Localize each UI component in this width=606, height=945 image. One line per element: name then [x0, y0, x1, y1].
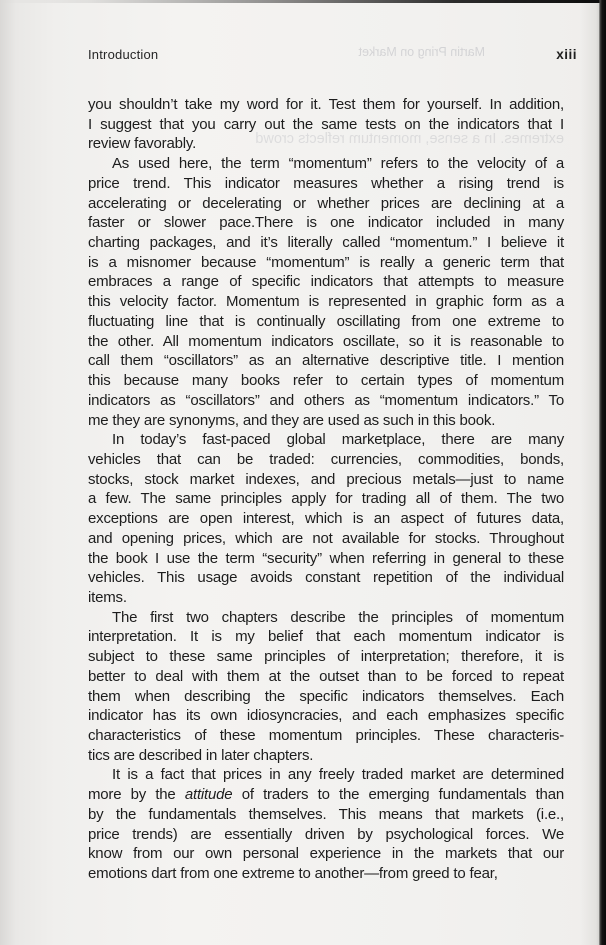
- text-line: It is a fact that prices in any freely traded market are determined: [112, 766, 564, 784]
- text-line: vehicles that can be traded: currencies, commodities, bonds,: [88, 450, 564, 468]
- text-line: items.: [88, 588, 127, 606]
- scan-edge-right: [599, 0, 606, 945]
- text-line: In today’s fast-paced global marketplace, there are many: [112, 431, 564, 449]
- italic-text-segment: attitude: [184, 786, 233, 804]
- text-line: indicator has its own idiosyncracies, and each emphasizes specific: [88, 707, 564, 725]
- text-line: indicators as “oscillators” and others as “momentum indicators.” To: [88, 391, 564, 409]
- text-segment: more by the: [88, 786, 185, 804]
- page-number: xiii: [556, 47, 577, 62]
- text-line: by the fundamentals themselves. This means that markets (i.e.,: [88, 805, 564, 823]
- text-line: this velocity factor. Momentum is represented in graphic form as a: [88, 293, 564, 311]
- text-line: stocks, stock market indexes, and precious metals—just to name: [88, 470, 564, 488]
- text-line: faster or slower pace.There is one indicator included in many: [88, 214, 564, 232]
- page-header: [88, 47, 577, 62]
- text-line: call them “oscillators” as an alternative descriptive title. I mention: [88, 352, 564, 370]
- text-line: emotions dart from one extreme to another—from greed to fear,: [88, 865, 498, 883]
- text-line: the other. All momentum indicators oscillate, so it is reasonable to: [88, 332, 564, 350]
- text-segment: of traders to the emerging fundamentals than: [232, 786, 564, 804]
- text-line: interpretation. It is my belief that each momentum indicator is: [88, 628, 564, 646]
- text-line: review favorably.: [88, 135, 197, 153]
- text-line: them when describing the specific indicators themselves. Each: [88, 687, 564, 705]
- text-line: charting packages, and it’s literally called “momentum.” I believe it: [88, 234, 564, 252]
- text-line: and opening prices, which are not available for stocks. Throughout: [88, 529, 564, 547]
- ghost-bleedthrough-line-text: extremes. In a sense, momentum reflects crowd: [255, 131, 564, 147]
- text-line: the book I use the term “security” when referring in general to these: [88, 549, 564, 567]
- text-line: price trends) are essentially driven by psychological forces. We: [88, 825, 564, 843]
- text-line: me they are synonyms, and they are used as such in this book.: [88, 411, 496, 429]
- text-line: exceptions are open interest, which is an aspect of futures data,: [88, 510, 564, 528]
- text-line: The first two chapters describe the principles of momentum: [112, 608, 564, 626]
- text-line: a few. The same principles apply for trading all of them. The two: [88, 490, 564, 508]
- text-line: As used here, the term “momentum” refers to the velocity of a: [112, 155, 564, 173]
- ghost-bleedthrough-header-text: Martin Pring on Market: [358, 45, 485, 59]
- text-line: is a misnomer because “momentum” is really a generic term that: [88, 253, 564, 271]
- text-line: vehicles. This usage avoids constant repetition of the individual: [88, 569, 564, 587]
- text-line: embraces a range of specific indicators that attempts to measure: [88, 273, 564, 291]
- running-header-title: Introduction: [88, 47, 159, 62]
- text-line: accelerating or decelerating or whether prices are declining at a: [88, 194, 564, 212]
- text-line: tics are described in later chapters.: [88, 746, 314, 764]
- text-line: characteristics of these momentum principles. These characteris-: [88, 727, 564, 744]
- text-line: subject to these same principles of interpretation; therefore, it is: [88, 648, 564, 666]
- text-line: I suggest that you carry out the same tests on the indicators that I: [88, 115, 564, 133]
- text-line: know from our own personal experience in the markets that our: [88, 845, 564, 863]
- text-line: [88, 785, 564, 805]
- text-line: this because many books refer to certain types of momentum: [88, 372, 564, 390]
- body-text: [88, 95, 564, 884]
- text-line: better to deal with them at the outset than to be forced to repeat: [88, 667, 564, 685]
- text-line: you shouldn’t take my word for it. Test them for yourself. In addition,: [88, 96, 564, 113]
- text-line: fluctuating line that is continually oscillating from one extreme to: [88, 312, 564, 330]
- scan-edge-top: [0, 0, 606, 3]
- text-line: price trend. This indicator measures whether a rising trend is: [88, 174, 564, 192]
